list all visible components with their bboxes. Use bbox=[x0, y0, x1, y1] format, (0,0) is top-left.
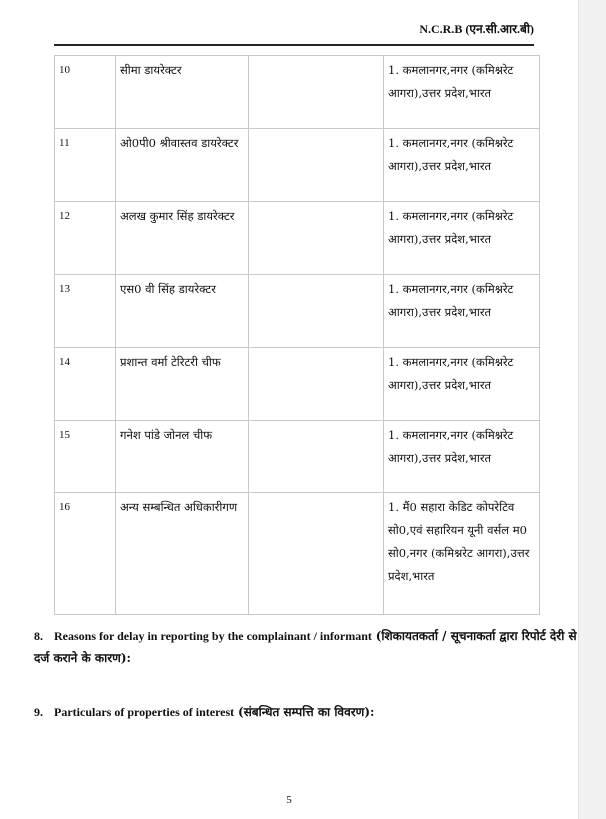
accused-address: 1. कमलानगर,नगर (कमिश्नरेट आगरा),उत्तर प्रदेश,भारत bbox=[384, 128, 540, 201]
accused-address: 1. कमलानगर,नगर (कमिश्नरेट आगरा),उत्तर प्रदेश,भारत bbox=[384, 420, 540, 493]
accused-name: ओ0पी0 श्रीवास्तव डायरेक्टर bbox=[116, 128, 249, 201]
accused-details bbox=[249, 128, 384, 201]
row-number: 12 bbox=[55, 201, 116, 274]
accused-details bbox=[249, 274, 384, 347]
row-number: 16 bbox=[55, 493, 116, 615]
accused-table bbox=[54, 55, 540, 615]
accused-name: एस0 वी सिंह डायरेक्टर bbox=[116, 274, 249, 347]
accused-row bbox=[55, 274, 540, 347]
accused-row bbox=[55, 56, 540, 129]
accused-row bbox=[55, 493, 540, 615]
section-8 bbox=[34, 625, 578, 669]
accused-details bbox=[249, 420, 384, 493]
accused-address: 1. कमलानगर,नगर (कमिश्नरेट आगरा),उत्तर प्रदेश,भारत bbox=[384, 201, 540, 274]
accused-address: 1. कमलानगर,नगर (कमिश्नरेट आगरा),उत्तर प्रदेश,भारत bbox=[384, 274, 540, 347]
accused-row bbox=[55, 201, 540, 274]
accused-row bbox=[55, 420, 540, 493]
accused-name: गनेश पांडे जोनल चीफ bbox=[116, 420, 249, 493]
accused-address: 1. मैं0 सहारा केडिट कोपरेटिव सो0,एवं सहारियन यूनी वर्सल म0 सो0,नगर (कमिश्नरेट आगरा),उत्तर प्रदेश,भारत bbox=[384, 493, 540, 615]
accused-name: अलख कुमार सिंह डायरेक्टर bbox=[116, 201, 249, 274]
viewer-side-panel bbox=[578, 0, 606, 819]
section-9-english: Particulars of properties of interest bbox=[54, 705, 235, 719]
section-8-hindi: (शिकायतकर्ता / सूचनाकर्ता द्वारा रिपोर्ट देरी से दर्ज कराने के कारण): bbox=[34, 629, 577, 665]
accused-details bbox=[249, 347, 384, 420]
header-rule bbox=[54, 44, 534, 46]
accused-row bbox=[55, 128, 540, 201]
section-8-english: Reasons for delay in reporting by the complainant / informant bbox=[54, 629, 372, 643]
accused-details bbox=[249, 201, 384, 274]
accused-name: प्रशान्त वर्मा टेरिटरी चीफ bbox=[116, 347, 249, 420]
accused-address: 1. कमलानगर,नगर (कमिश्नरेट आगरा),उत्तर प्रदेश,भारत bbox=[384, 56, 540, 129]
row-number: 14 bbox=[55, 347, 116, 420]
page-header: N.C.R.B (एन.सी.आर.बी) bbox=[419, 22, 534, 36]
accused-address: 1. कमलानगर,नगर (कमिश्नरेट आगरा),उत्तर प्रदेश,भारत bbox=[384, 347, 540, 420]
accused-name: अन्य सम्बन्धित अधिकारीगण bbox=[116, 493, 249, 615]
accused-name: सीमा डायरेक्टर bbox=[116, 56, 249, 129]
section-9-hindi: (संबन्धित सम्पत्ति का विवरण): bbox=[238, 705, 375, 719]
section-9 bbox=[34, 701, 374, 723]
page-number: 5 bbox=[286, 794, 292, 806]
accused-table-body bbox=[55, 56, 540, 615]
accused-row bbox=[55, 347, 540, 420]
row-number: 15 bbox=[55, 420, 116, 493]
section-9-number: 9. bbox=[34, 705, 43, 719]
row-number: 10 bbox=[55, 56, 116, 129]
section-8-number: 8. bbox=[34, 629, 43, 643]
row-number: 13 bbox=[55, 274, 116, 347]
accused-details bbox=[249, 493, 384, 615]
row-number: 11 bbox=[55, 128, 116, 201]
accused-details bbox=[249, 56, 384, 129]
